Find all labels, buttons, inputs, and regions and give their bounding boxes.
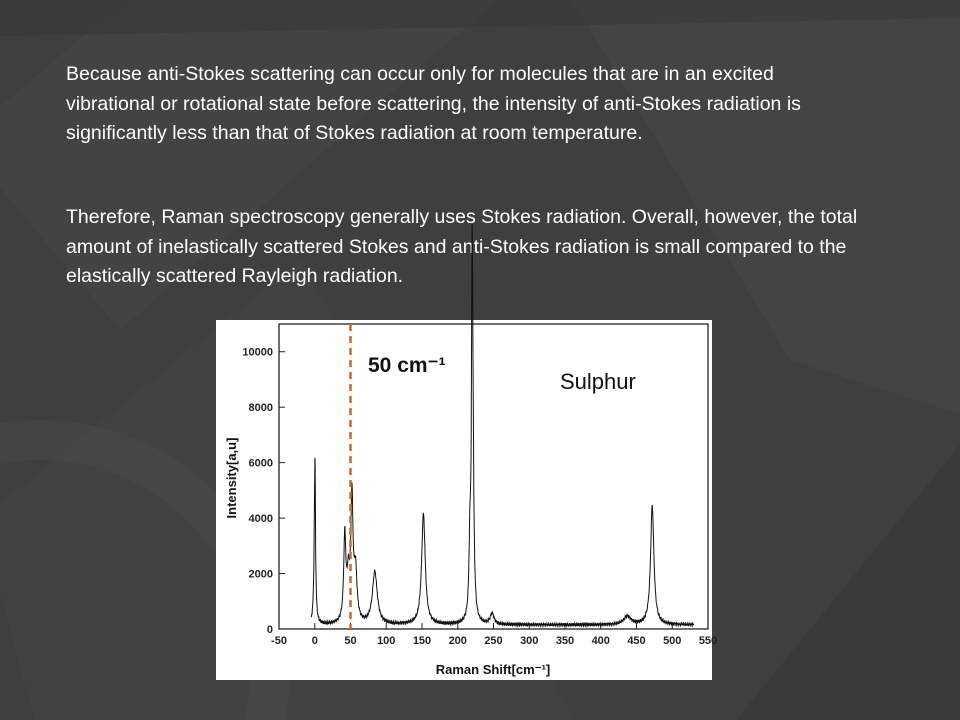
x-tick-label: -50 bbox=[271, 635, 287, 647]
x-tick-label: 550 bbox=[698, 635, 718, 647]
x-tick-label: 50 bbox=[344, 635, 357, 647]
annotation-label: 50 cm⁻¹ bbox=[368, 354, 446, 377]
y-axis-label: Intensity[a,u] bbox=[224, 437, 239, 519]
paragraph-stokes-usage: Therefore, Raman spectroscopy generally uses Stokes radiation. Overall, however, the total amount of inelastically scattered Stokes and anti-Stokes radiation is small compared to the elastically scattered Rayleigh radiation. bbox=[66, 206, 858, 287]
y-tick-label: 2000 bbox=[248, 568, 273, 581]
raman-spectrum-chart bbox=[216, 320, 718, 680]
x-tick-label: 500 bbox=[663, 635, 682, 647]
x-tick-label: 0 bbox=[311, 635, 318, 647]
x-tick-label: 200 bbox=[448, 635, 467, 647]
y-tick-label: 10000 bbox=[242, 346, 273, 359]
y-tick-label: 4000 bbox=[248, 513, 273, 526]
x-tick-label: 250 bbox=[484, 635, 503, 647]
x-tick-label: 150 bbox=[412, 635, 432, 647]
raman-spectrum-figure bbox=[216, 320, 718, 680]
x-tick-label: 450 bbox=[627, 635, 646, 647]
sample-label: Sulphur bbox=[560, 369, 636, 394]
x-tick-label: 350 bbox=[555, 635, 575, 647]
x-axis-label: Raman Shift[cm⁻¹] bbox=[435, 662, 551, 677]
y-tick-label: 6000 bbox=[248, 457, 273, 470]
y-tick-label: 0 bbox=[266, 624, 273, 636]
x-tick-label: 400 bbox=[591, 635, 610, 647]
paragraph-anti-stokes: Because anti-Stokes scattering can occur only for molecules that are in an excited vibrational or rotational state before scattering, the intensity of anti-Stokes radiation is significantly less than that of Stokes radiation at room temperature. bbox=[66, 63, 801, 144]
y-tick-label: 8000 bbox=[248, 402, 273, 415]
x-tick-label: 100 bbox=[377, 635, 396, 647]
x-tick-label: 300 bbox=[520, 635, 539, 647]
